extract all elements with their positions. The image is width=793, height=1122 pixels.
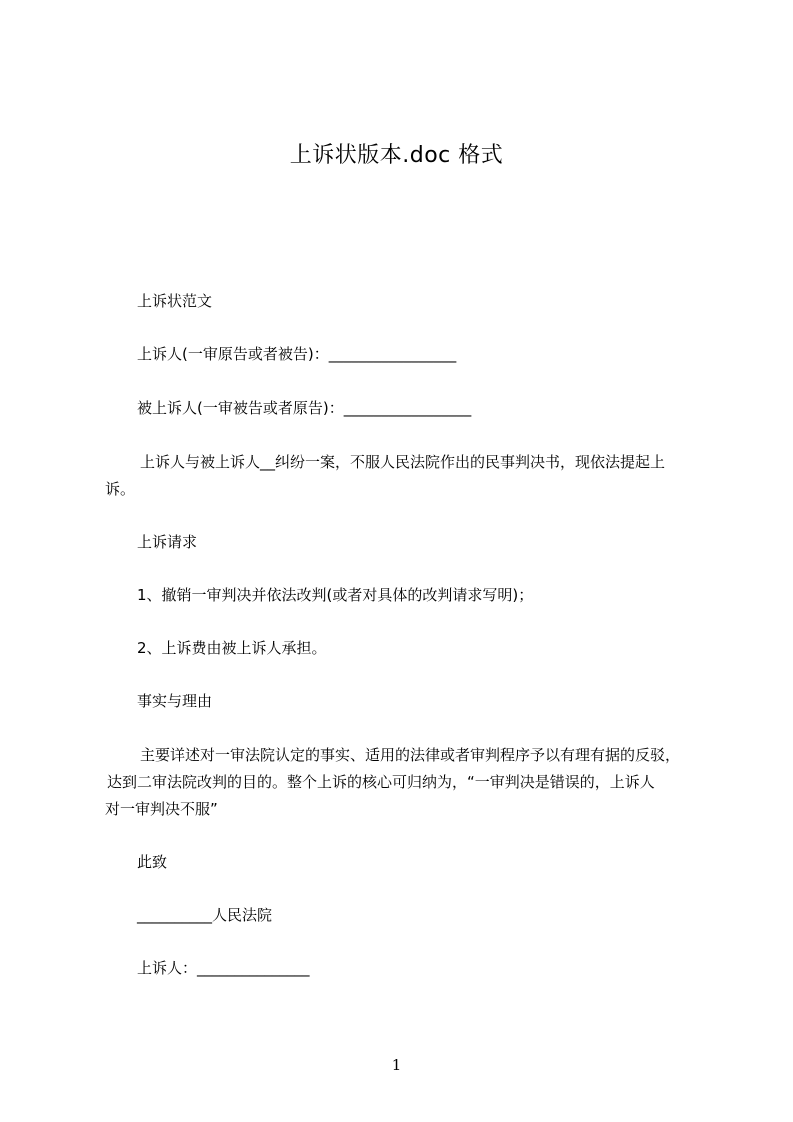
signature-line: 上诉人：_______________ — [137, 959, 310, 977]
facts-paragraph-line-1: 主要详述对一审法院认定的事实、适用的法律或者审判程序予以有理有据的反驳， — [140, 746, 681, 764]
intro-paragraph-line-1: 上诉人与被上诉人__纠纷一案，不服人民法院作出的民事判决书，现依法提起上 — [140, 453, 666, 471]
appellee-line: 被上诉人(一审被告或者原告)：_________________ — [137, 399, 472, 417]
document-title: 上诉状版本.doc 格式 — [289, 143, 504, 168]
request-item-1: 1、撤销一审判决并依法改判(或者对具体的改判请求写明)； — [137, 586, 534, 604]
document-heading: 上诉状范文 — [137, 292, 213, 310]
facts-paragraph-line-2: 达到二审法院改判的目的。整个上诉的核心可归纳为，“一审判决是错误的，上诉人 — [107, 773, 655, 791]
request-item-2: 2、上诉费由被上诉人承担。 — [137, 639, 327, 657]
appellant-line: 上诉人(一审原告或者被告)：_________________ — [137, 345, 457, 363]
court-line: __________人民法院 — [137, 906, 273, 924]
salutation: 此致 — [137, 853, 168, 871]
facts-paragraph-line-3: 对一审判决不服” — [105, 800, 218, 818]
facts-heading: 事实与理由 — [137, 692, 213, 710]
page-number: 1 — [391, 1056, 402, 1074]
requests-heading: 上诉请求 — [137, 533, 198, 551]
intro-paragraph-line-2: 诉。 — [105, 480, 136, 498]
